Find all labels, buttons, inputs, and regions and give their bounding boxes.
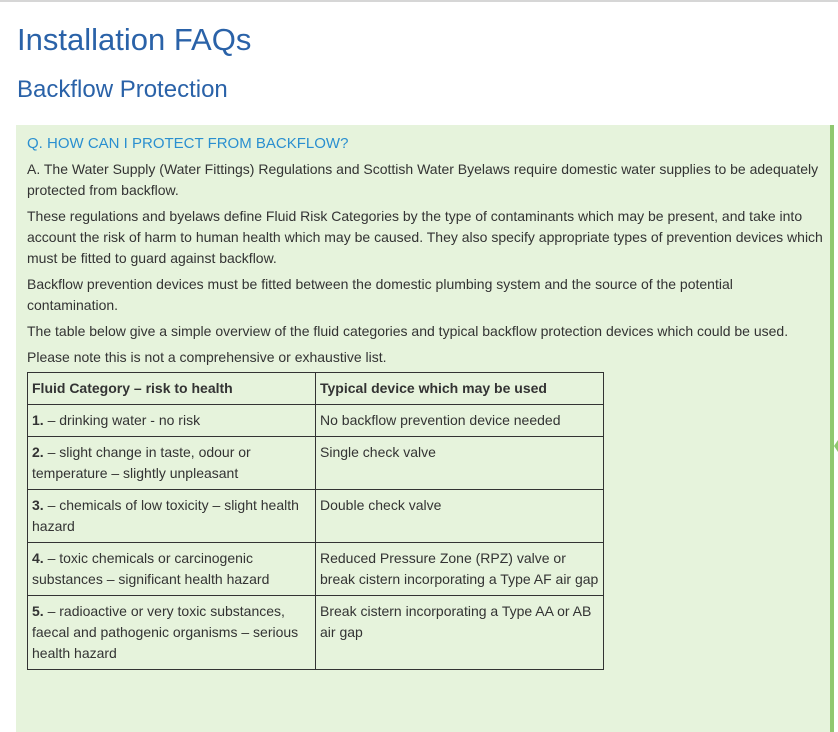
faq-panel — [16, 125, 834, 732]
table-row — [28, 490, 604, 543]
faq-answer-paragraph-3: Backflow prevention devices must be fitted between the domestic plumbing system and the source of the potential contamination. — [27, 276, 733, 313]
fluid-category-table — [27, 372, 604, 670]
device-cell: Single check valve — [316, 437, 604, 490]
category-number: 4. — [32, 550, 44, 566]
category-cell — [28, 437, 316, 490]
category-cell — [28, 405, 316, 437]
category-cell — [28, 490, 316, 543]
table-row — [28, 405, 604, 437]
category-cell — [28, 596, 316, 670]
faq-answer-paragraph-5: Please note this is not a comprehensive or exhaustive list. — [27, 349, 387, 365]
category-number: 5. — [32, 603, 44, 619]
faq-answer-paragraph-2: These regulations and byelaws define Fluid Risk Categories by the type of contaminants which may be present, and take into account the risk of harm to human health which may be caused. They also specify appropriate types of prevention devices which must be fitted to guard against backflow. — [27, 208, 823, 266]
section-title: Backflow Protection — [17, 76, 228, 103]
page-title: Installation FAQs — [17, 22, 252, 57]
category-text: – chemicals of low toxicity – slight health hazard — [32, 497, 299, 534]
faq-question[interactable]: Q. HOW CAN I PROTECT FROM BACKFLOW? — [27, 135, 349, 152]
faq-answer-paragraph-1: A. The Water Supply (Water Fittings) Regulations and Scottish Water Byelaws require domestic water supplies to be adequately protected from backflow. — [27, 161, 819, 198]
category-text: – radioactive or very toxic substances, faecal and pathogenic organisms – serious health hazard — [32, 603, 299, 661]
device-cell: Double check valve — [316, 490, 604, 543]
device-cell: No backflow prevention device needed — [316, 405, 604, 437]
table-row — [28, 596, 604, 670]
category-number: 2. — [32, 444, 44, 460]
category-cell — [28, 543, 316, 596]
category-text: – slight change in taste, odour or temperature – slightly unpleasant — [32, 444, 251, 481]
header-fluid-category: Fluid Category – risk to health — [28, 373, 316, 405]
page — [0, 2, 838, 732]
device-cell: Break cistern incorporating a Type AA or AB air gap — [316, 596, 604, 670]
header-typical-device: Typical device which may be used — [316, 373, 604, 405]
category-number: 1. — [32, 412, 44, 428]
panel-edge-tab — [834, 440, 838, 452]
faq-answer-paragraph-4: The table below give a simple overview of the fluid categories and typical backflow protection devices which could be used. — [27, 323, 789, 339]
table-row — [28, 543, 604, 596]
device-cell: Reduced Pressure Zone (RPZ) valve or break cistern incorporating a Type AF air gap — [316, 543, 604, 596]
category-number: 3. — [32, 497, 44, 513]
table-row — [28, 437, 604, 490]
category-text: – drinking water - no risk — [43, 412, 201, 428]
category-text: – toxic chemicals or carcinogenic substances – significant health hazard — [32, 550, 270, 587]
table-header-row — [28, 373, 604, 405]
